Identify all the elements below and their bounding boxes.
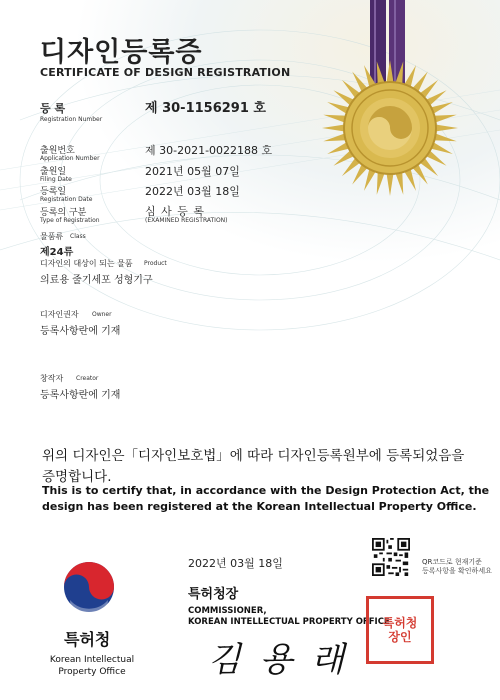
application-label: 출원번호 [40,146,75,156]
qr-note-line1: QR코드로 현재기준 [422,558,482,566]
official-seal-icon [366,596,434,664]
commissioner-english-line1: COMMISSIONER, [188,606,267,616]
type-label-en: Type of Registration [40,217,100,224]
application-number: 제 30-2021-0022188 호 [145,144,273,157]
gold-seal-icon [320,58,460,198]
type-label: 등록의 구분 [40,208,87,218]
owner-label-en: Owner [92,311,112,318]
qr-code-icon [372,538,410,576]
registration-label: 등 록 [40,102,66,115]
filing-label: 출원일 [40,167,67,177]
registration-date-label: 등록일 [40,187,67,197]
product-label-en: Product [144,260,167,267]
registration-type: 심 사 등 록 [145,205,205,218]
kipo-logo-line2: Property Office [58,667,126,677]
creator-label-en: Creator [76,375,99,382]
kipo-logo-text-korean: 특허청 [64,630,111,649]
issue-date: 2022년 03월 18일 [188,557,283,570]
certification-text-english: This is to certify that, in accordance with the Design Protection Act, the design has been registered at the Korean Intellectual Property Office. [42,484,490,513]
registration-date: 2022년 03월 18일 [145,185,240,198]
kipo-logo-icon [62,560,116,614]
title-english: CERTIFICATE OF DESIGN REGISTRATION [40,66,291,79]
kipo-logo-line1: Korean Intellectual [49,655,135,665]
qr-note [422,558,492,576]
product-value: 의료용 줄기세포 성형기구 [40,275,153,286]
owner-value: 등록사항란에 기재 [40,326,121,337]
commissioner-english-line2: KOREAN INTELLECTUAL PROPERTY OFFICE [188,617,390,627]
owner-label: 디자인권자 [40,310,79,319]
creator-value: 등록사항란에 기재 [40,390,121,401]
certification-text-korean: 위의 디자인은「디자인보호법」에 따라 디자인등록원부에 등록되었음을 증명합니다. [42,448,465,485]
application-label-en: Application Number [40,155,100,162]
registration-label-en: Registration Number [40,116,103,123]
commissioner-english [188,606,390,628]
kipo-logo-text-english [44,654,140,678]
title-korean: 디자인등록증 [40,37,203,68]
registration-type-en: (EXAMINED REGISTRATION) [145,217,228,224]
class-value: 제24류 [40,247,74,258]
seal-text: 특허청장인 [382,616,418,644]
registration-number: 제 30-1156291 호 [145,101,266,116]
qr-note-line2: 등록사항을 확인하세요 [422,567,492,575]
class-label-en: Class [70,233,86,240]
registration-date-label-en: Registration Date [40,196,93,203]
filing-label-en: Filing Date [40,176,72,183]
commissioner-korean: 특허청장 [188,587,239,602]
creator-label: 창작자 [40,374,64,383]
product-label: 디자인의 대상이 되는 물품 [40,259,133,268]
class-label: 물품류 [40,232,64,241]
filing-date: 2021년 05월 07일 [145,165,240,178]
signature: 김 용 래 [208,640,349,680]
